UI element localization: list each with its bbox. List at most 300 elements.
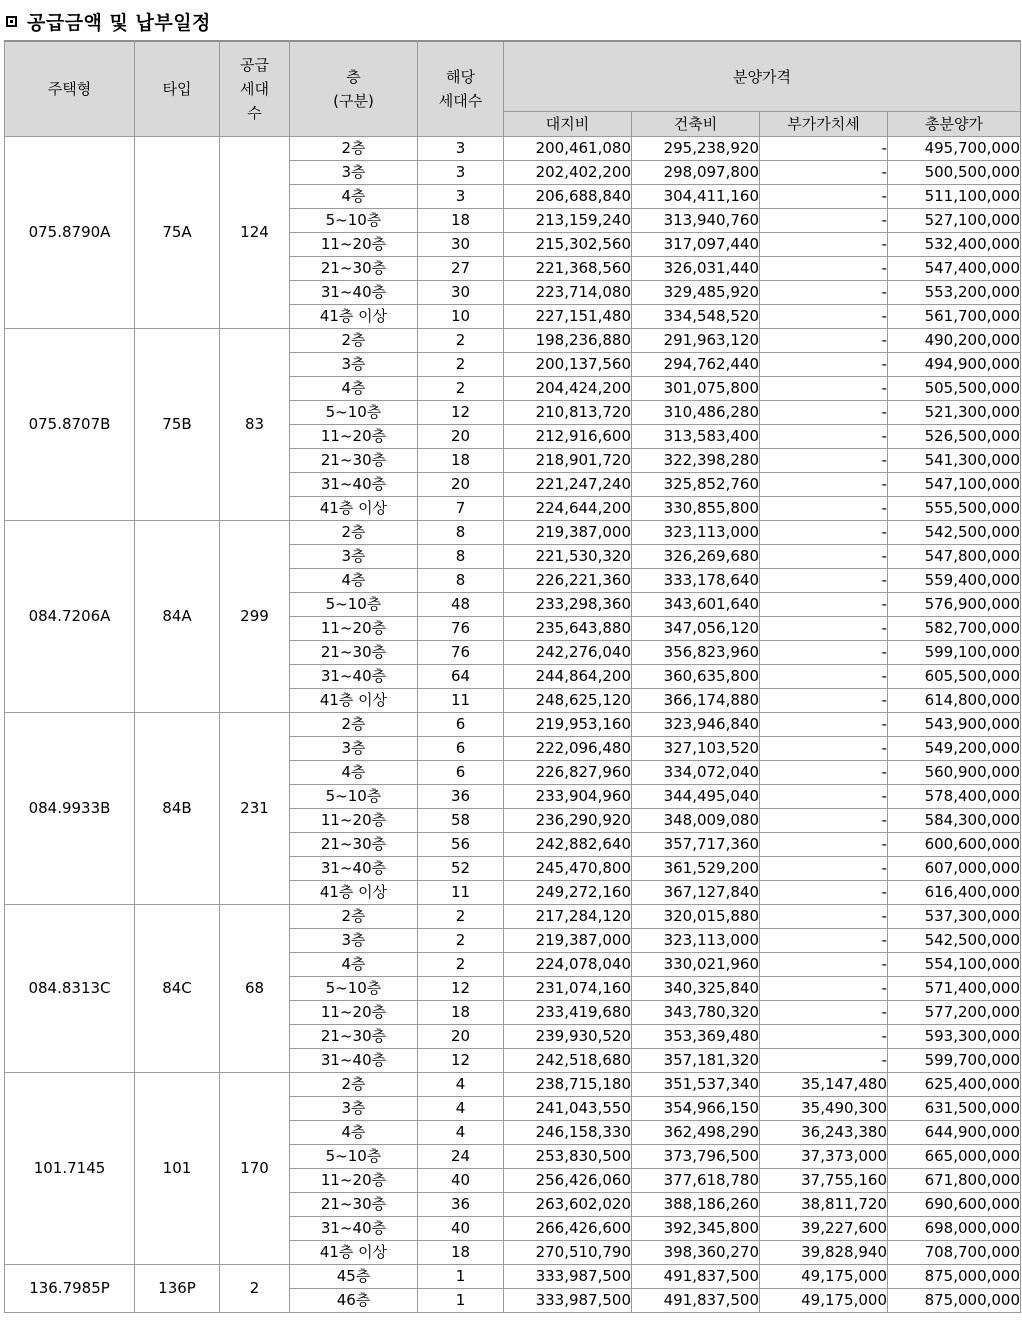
cell-floor: 2층 (290, 905, 418, 929)
cell-floor: 31~40층 (290, 1049, 418, 1073)
cell-vat: - (760, 353, 888, 377)
cell-floor: 2층 (290, 713, 418, 737)
cell-vat: 49,175,000 (760, 1265, 888, 1289)
cell-land-cost: 224,078,040 (504, 953, 632, 977)
cell-vat: - (760, 929, 888, 953)
cell-vat: - (760, 377, 888, 401)
cell-vat: - (760, 161, 888, 185)
cell-land-cost: 221,368,560 (504, 257, 632, 281)
cell-vat: - (760, 761, 888, 785)
cell-building-cost: 377,618,780 (632, 1169, 760, 1193)
cell-units: 4 (418, 1073, 504, 1097)
cell-housing-type: 084.7206A (5, 521, 135, 713)
cell-land-cost: 249,272,160 (504, 881, 632, 905)
cell-vat: - (760, 905, 888, 929)
cell-building-cost: 313,583,400 (632, 425, 760, 449)
cell-land-cost: 246,158,330 (504, 1121, 632, 1145)
cell-building-cost: 357,181,320 (632, 1049, 760, 1073)
cell-building-cost: 304,411,160 (632, 185, 760, 209)
cell-building-cost: 491,837,500 (632, 1289, 760, 1313)
header-row (5, 41, 1021, 112)
cell-land-cost: 245,470,800 (504, 857, 632, 881)
cell-units: 1 (418, 1289, 504, 1313)
cell-floor: 21~30층 (290, 641, 418, 665)
cell-total-price: 577,200,000 (888, 1001, 1021, 1025)
cell-total-price: 578,400,000 (888, 785, 1021, 809)
cell-floor: 41층 이상 (290, 689, 418, 713)
square-bullet-icon (6, 16, 17, 27)
cell-total-price: 599,700,000 (888, 1049, 1021, 1073)
cell-supply-units: 231 (220, 713, 290, 905)
cell-land-cost: 231,074,160 (504, 977, 632, 1001)
cell-total-price: 494,900,000 (888, 353, 1021, 377)
cell-land-cost: 242,518,680 (504, 1049, 632, 1073)
cell-land-cost: 210,813,720 (504, 401, 632, 425)
cell-building-cost: 367,127,840 (632, 881, 760, 905)
cell-floor: 21~30층 (290, 1025, 418, 1049)
cell-total-price: 537,300,000 (888, 905, 1021, 929)
cell-building-cost: 354,966,150 (632, 1097, 760, 1121)
cell-building-cost: 343,780,320 (632, 1001, 760, 1025)
cell-land-cost: 198,236,880 (504, 329, 632, 353)
cell-building-cost: 392,345,800 (632, 1217, 760, 1241)
cell-vat: - (760, 953, 888, 977)
cell-vat: - (760, 473, 888, 497)
cell-building-cost: 340,325,840 (632, 977, 760, 1001)
cell-units: 3 (418, 161, 504, 185)
cell-floor: 4층 (290, 377, 418, 401)
cell-total-price: 527,100,000 (888, 209, 1021, 233)
cell-units: 48 (418, 593, 504, 617)
cell-land-cost: 213,159,240 (504, 209, 632, 233)
cell-vat: - (760, 281, 888, 305)
cell-vat: 38,811,720 (760, 1193, 888, 1217)
table-row (5, 1265, 1021, 1289)
cell-building-cost: 298,097,800 (632, 161, 760, 185)
cell-units: 12 (418, 977, 504, 1001)
cell-land-cost: 266,426,600 (504, 1217, 632, 1241)
cell-vat: - (760, 593, 888, 617)
cell-type: 75B (135, 329, 220, 521)
cell-total-price: 607,000,000 (888, 857, 1021, 881)
cell-units: 18 (418, 449, 504, 473)
cell-housing-type: 084.9933B (5, 713, 135, 905)
cell-land-cost: 256,426,060 (504, 1169, 632, 1193)
cell-vat: - (760, 809, 888, 833)
cell-total-price: 605,500,000 (888, 665, 1021, 689)
cell-floor: 31~40층 (290, 1217, 418, 1241)
cell-floor: 31~40층 (290, 473, 418, 497)
cell-building-cost: 351,537,340 (632, 1073, 760, 1097)
cell-floor: 11~20층 (290, 1001, 418, 1025)
cell-total-price: 559,400,000 (888, 569, 1021, 593)
cell-units: 30 (418, 281, 504, 305)
cell-floor: 11~20층 (290, 617, 418, 641)
cell-land-cost: 233,298,360 (504, 593, 632, 617)
cell-floor: 5~10층 (290, 1145, 418, 1169)
cell-total-price: 600,600,000 (888, 833, 1021, 857)
cell-land-cost: 242,276,040 (504, 641, 632, 665)
cell-total-price: 599,100,000 (888, 641, 1021, 665)
cell-supply-units: 124 (220, 137, 290, 329)
cell-floor: 31~40층 (290, 665, 418, 689)
supply-price-table (4, 40, 1021, 1313)
cell-units: 36 (418, 785, 504, 809)
header-building-cost: 건축비 (632, 112, 760, 137)
cell-vat: - (760, 257, 888, 281)
cell-vat: - (760, 617, 888, 641)
cell-land-cost: 227,151,480 (504, 305, 632, 329)
cell-supply-units: 2 (220, 1265, 290, 1313)
cell-land-cost: 244,864,200 (504, 665, 632, 689)
cell-vat: 49,175,000 (760, 1289, 888, 1313)
cell-units: 18 (418, 1001, 504, 1025)
cell-land-cost: 238,715,180 (504, 1073, 632, 1097)
cell-total-price: 582,700,000 (888, 617, 1021, 641)
cell-units: 4 (418, 1121, 504, 1145)
cell-floor: 31~40층 (290, 281, 418, 305)
header-housing-type: 주택형 (5, 41, 135, 137)
cell-total-price: 671,800,000 (888, 1169, 1021, 1193)
cell-land-cost: 239,930,520 (504, 1025, 632, 1049)
cell-units: 3 (418, 185, 504, 209)
cell-building-cost: 334,072,040 (632, 761, 760, 785)
cell-total-price: 532,400,000 (888, 233, 1021, 257)
cell-total-price: 495,700,000 (888, 137, 1021, 161)
cell-land-cost: 235,643,880 (504, 617, 632, 641)
cell-floor: 3층 (290, 737, 418, 761)
table-row (5, 329, 1021, 353)
cell-total-price: 631,500,000 (888, 1097, 1021, 1121)
cell-building-cost: 291,963,120 (632, 329, 760, 353)
cell-units: 4 (418, 1097, 504, 1121)
cell-total-price: 625,400,000 (888, 1073, 1021, 1097)
cell-housing-type: 136.7985P (5, 1265, 135, 1313)
cell-type: 84A (135, 521, 220, 713)
cell-vat: 39,227,600 (760, 1217, 888, 1241)
cell-building-cost: 357,717,360 (632, 833, 760, 857)
cell-floor: 5~10층 (290, 209, 418, 233)
cell-building-cost: 327,103,520 (632, 737, 760, 761)
cell-floor: 21~30층 (290, 257, 418, 281)
cell-building-cost: 313,940,760 (632, 209, 760, 233)
cell-vat: - (760, 497, 888, 521)
cell-vat: 36,243,380 (760, 1121, 888, 1145)
cell-land-cost: 226,827,960 (504, 761, 632, 785)
cell-vat: - (760, 1001, 888, 1025)
cell-land-cost: 236,290,920 (504, 809, 632, 833)
header-total-price: 총분양가 (888, 112, 1021, 137)
cell-vat: - (760, 977, 888, 1001)
cell-total-price: 541,300,000 (888, 449, 1021, 473)
cell-supply-units: 68 (220, 905, 290, 1073)
cell-floor: 3층 (290, 161, 418, 185)
cell-vat: - (760, 233, 888, 257)
cell-units: 20 (418, 473, 504, 497)
cell-units: 11 (418, 689, 504, 713)
table-row (5, 1073, 1021, 1097)
cell-total-price: 500,500,000 (888, 161, 1021, 185)
cell-floor: 41층 이상 (290, 305, 418, 329)
cell-land-cost: 202,402,200 (504, 161, 632, 185)
cell-vat: - (760, 425, 888, 449)
cell-floor: 2층 (290, 329, 418, 353)
cell-units: 52 (418, 857, 504, 881)
cell-floor: 5~10층 (290, 593, 418, 617)
cell-supply-units: 83 (220, 329, 290, 521)
cell-total-price: 549,200,000 (888, 737, 1021, 761)
cell-total-price: 708,700,000 (888, 1241, 1021, 1265)
cell-land-cost: 206,688,840 (504, 185, 632, 209)
cell-land-cost: 224,644,200 (504, 497, 632, 521)
cell-units: 20 (418, 1025, 504, 1049)
cell-vat: 37,755,160 (760, 1169, 888, 1193)
cell-units: 11 (418, 881, 504, 905)
cell-building-cost: 325,852,760 (632, 473, 760, 497)
cell-total-price: 511,100,000 (888, 185, 1021, 209)
cell-total-price: 547,800,000 (888, 545, 1021, 569)
cell-land-cost: 233,419,680 (504, 1001, 632, 1025)
cell-building-cost: 356,823,960 (632, 641, 760, 665)
cell-building-cost: 348,009,080 (632, 809, 760, 833)
cell-floor: 2층 (290, 137, 418, 161)
cell-total-price: 547,100,000 (888, 473, 1021, 497)
cell-units: 40 (418, 1169, 504, 1193)
section-title: 공급금액 및 납부일정 (27, 11, 211, 34)
cell-land-cost: 270,510,790 (504, 1241, 632, 1265)
cell-units: 36 (418, 1193, 504, 1217)
header-vat: 부가가치세 (760, 112, 888, 137)
header-sale-price: 분양가격 (504, 41, 1021, 112)
cell-building-cost: 491,837,500 (632, 1265, 760, 1289)
cell-total-price: 698,000,000 (888, 1217, 1021, 1241)
cell-floor: 4층 (290, 953, 418, 977)
cell-floor: 2층 (290, 521, 418, 545)
cell-building-cost: 398,360,270 (632, 1241, 760, 1265)
cell-building-cost: 366,174,880 (632, 689, 760, 713)
cell-total-price: 665,000,000 (888, 1145, 1021, 1169)
cell-units: 56 (418, 833, 504, 857)
cell-land-cost: 219,387,000 (504, 521, 632, 545)
cell-type: 84B (135, 713, 220, 905)
cell-units: 18 (418, 1241, 504, 1265)
cell-building-cost: 330,021,960 (632, 953, 760, 977)
cell-vat: - (760, 881, 888, 905)
cell-floor: 3층 (290, 353, 418, 377)
cell-floor: 2층 (290, 1073, 418, 1097)
cell-floor: 4층 (290, 569, 418, 593)
cell-building-cost: 330,855,800 (632, 497, 760, 521)
table-body (5, 137, 1021, 1313)
cell-type: 75A (135, 137, 220, 329)
cell-floor: 11~20층 (290, 809, 418, 833)
table-row (5, 137, 1021, 161)
cell-vat: - (760, 449, 888, 473)
cell-land-cost: 223,714,080 (504, 281, 632, 305)
cell-land-cost: 248,625,120 (504, 689, 632, 713)
cell-vat: - (760, 137, 888, 161)
cell-floor: 41층 이상 (290, 1241, 418, 1265)
cell-total-price: 875,000,000 (888, 1265, 1021, 1289)
cell-total-price: 542,500,000 (888, 521, 1021, 545)
cell-land-cost: 217,284,120 (504, 905, 632, 929)
cell-floor: 5~10층 (290, 785, 418, 809)
cell-building-cost: 323,113,000 (632, 521, 760, 545)
cell-units: 24 (418, 1145, 504, 1169)
cell-units: 8 (418, 569, 504, 593)
cell-vat: 39,828,940 (760, 1241, 888, 1265)
cell-land-cost: 200,461,080 (504, 137, 632, 161)
cell-total-price: 547,400,000 (888, 257, 1021, 281)
cell-units: 2 (418, 353, 504, 377)
cell-floor: 21~30층 (290, 833, 418, 857)
cell-total-price: 616,400,000 (888, 881, 1021, 905)
cell-units: 10 (418, 305, 504, 329)
cell-vat: - (760, 689, 888, 713)
cell-floor: 11~20층 (290, 1169, 418, 1193)
cell-building-cost: 360,635,800 (632, 665, 760, 689)
cell-housing-type: 084.8313C (5, 905, 135, 1073)
cell-land-cost: 218,901,720 (504, 449, 632, 473)
cell-units: 8 (418, 521, 504, 545)
header-land-cost: 대지비 (504, 112, 632, 137)
cell-units: 6 (418, 737, 504, 761)
cell-building-cost: 344,495,040 (632, 785, 760, 809)
header-floor: 층 (구분) (290, 41, 418, 137)
cell-building-cost: 326,269,680 (632, 545, 760, 569)
cell-building-cost: 343,601,640 (632, 593, 760, 617)
cell-units: 6 (418, 761, 504, 785)
cell-floor: 31~40층 (290, 857, 418, 881)
cell-total-price: 505,500,000 (888, 377, 1021, 401)
cell-building-cost: 295,238,920 (632, 137, 760, 161)
table-row (5, 713, 1021, 737)
cell-vat: - (760, 833, 888, 857)
cell-building-cost: 301,075,800 (632, 377, 760, 401)
cell-floor: 11~20층 (290, 233, 418, 257)
cell-land-cost: 226,221,360 (504, 569, 632, 593)
cell-units: 2 (418, 377, 504, 401)
cell-land-cost: 253,830,500 (504, 1145, 632, 1169)
header-supply-units: 공급 세대 수 (220, 41, 290, 137)
cell-type: 84C (135, 905, 220, 1073)
cell-vat: - (760, 185, 888, 209)
cell-units: 8 (418, 545, 504, 569)
cell-total-price: 554,100,000 (888, 953, 1021, 977)
cell-units: 2 (418, 929, 504, 953)
cell-vat: - (760, 641, 888, 665)
cell-building-cost: 362,498,290 (632, 1121, 760, 1145)
cell-land-cost: 204,424,200 (504, 377, 632, 401)
cell-total-price: 542,500,000 (888, 929, 1021, 953)
cell-land-cost: 215,302,560 (504, 233, 632, 257)
cell-units: 2 (418, 953, 504, 977)
cell-floor: 3층 (290, 545, 418, 569)
cell-total-price: 614,800,000 (888, 689, 1021, 713)
cell-land-cost: 219,953,160 (504, 713, 632, 737)
cell-total-price: 875,000,000 (888, 1289, 1021, 1313)
cell-units: 12 (418, 1049, 504, 1073)
cell-units: 27 (418, 257, 504, 281)
cell-units: 6 (418, 713, 504, 737)
cell-units: 2 (418, 905, 504, 929)
cell-floor: 5~10층 (290, 401, 418, 425)
table-row (5, 905, 1021, 929)
cell-housing-type: 101.7145 (5, 1073, 135, 1265)
cell-total-price: 526,500,000 (888, 425, 1021, 449)
cell-vat: - (760, 857, 888, 881)
cell-building-cost: 329,485,920 (632, 281, 760, 305)
cell-building-cost: 317,097,440 (632, 233, 760, 257)
cell-land-cost: 241,043,550 (504, 1097, 632, 1121)
cell-total-price: 521,300,000 (888, 401, 1021, 425)
cell-vat: - (760, 521, 888, 545)
cell-vat: - (760, 1025, 888, 1049)
cell-land-cost: 263,602,020 (504, 1193, 632, 1217)
cell-total-price: 561,700,000 (888, 305, 1021, 329)
cell-floor: 21~30층 (290, 1193, 418, 1217)
cell-total-price: 690,600,000 (888, 1193, 1021, 1217)
cell-vat: - (760, 785, 888, 809)
cell-vat: - (760, 713, 888, 737)
cell-land-cost: 212,916,600 (504, 425, 632, 449)
cell-units: 7 (418, 497, 504, 521)
cell-building-cost: 361,529,200 (632, 857, 760, 881)
section-header (6, 8, 211, 34)
cell-floor: 11~20층 (290, 425, 418, 449)
cell-building-cost: 323,113,000 (632, 929, 760, 953)
cell-units: 76 (418, 641, 504, 665)
cell-units: 3 (418, 137, 504, 161)
cell-vat: - (760, 209, 888, 233)
cell-building-cost: 320,015,880 (632, 905, 760, 929)
cell-type: 136P (135, 1265, 220, 1313)
cell-floor: 45층 (290, 1265, 418, 1289)
table-row (5, 521, 1021, 545)
cell-vat: - (760, 401, 888, 425)
cell-total-price: 593,300,000 (888, 1025, 1021, 1049)
cell-vat: - (760, 1049, 888, 1073)
cell-building-cost: 294,762,440 (632, 353, 760, 377)
cell-vat: 37,373,000 (760, 1145, 888, 1169)
cell-total-price: 555,500,000 (888, 497, 1021, 521)
cell-building-cost: 347,056,120 (632, 617, 760, 641)
cell-total-price: 553,200,000 (888, 281, 1021, 305)
cell-building-cost: 333,178,640 (632, 569, 760, 593)
cell-vat: - (760, 665, 888, 689)
cell-land-cost: 222,096,480 (504, 737, 632, 761)
cell-units: 30 (418, 233, 504, 257)
cell-floor: 3층 (290, 1097, 418, 1121)
cell-land-cost: 333,987,500 (504, 1289, 632, 1313)
cell-vat: 35,490,300 (760, 1097, 888, 1121)
cell-vat: - (760, 329, 888, 353)
cell-total-price: 584,300,000 (888, 809, 1021, 833)
cell-units: 1 (418, 1265, 504, 1289)
cell-total-price: 571,400,000 (888, 977, 1021, 1001)
cell-building-cost: 353,369,480 (632, 1025, 760, 1049)
cell-type: 101 (135, 1073, 220, 1265)
cell-building-cost: 388,186,260 (632, 1193, 760, 1217)
header-applicable-units: 해당 세대수 (418, 41, 504, 137)
cell-units: 64 (418, 665, 504, 689)
cell-supply-units: 299 (220, 521, 290, 713)
cell-housing-type: 075.8790A (5, 137, 135, 329)
cell-units: 40 (418, 1217, 504, 1241)
cell-building-cost: 310,486,280 (632, 401, 760, 425)
cell-supply-units: 170 (220, 1073, 290, 1265)
cell-building-cost: 323,946,840 (632, 713, 760, 737)
